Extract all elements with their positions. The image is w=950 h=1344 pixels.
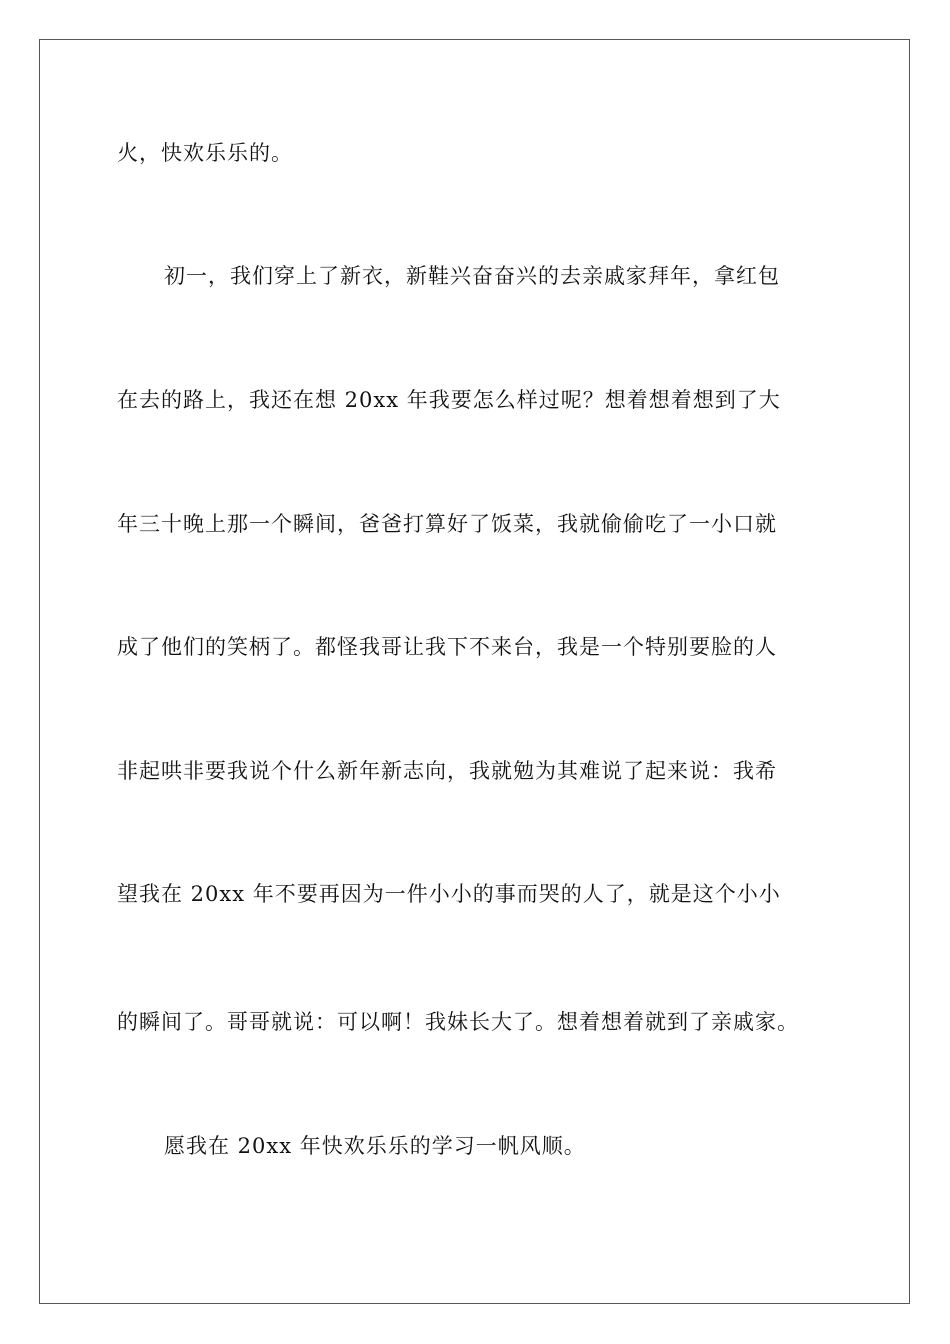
text-line-6: 非起哄非要我说个什么新年新志向，我就勉为其难说了起来说：我希 bbox=[117, 759, 777, 783]
text-line-8: 的瞬间了。哥哥就说：可以啊！我妹长大了。想着想着就到了亲戚家。 bbox=[117, 1010, 799, 1034]
paragraph-start-line-2: 初一，我们穿上了新衣，新鞋兴奋奋兴的去亲戚家拜年，拿红包 bbox=[164, 264, 780, 288]
text-line-7: 望我在 20xx 年不要再因为一件小小的事而哭的人了，就是这个小小 bbox=[117, 882, 781, 906]
text-line-5: 成了他们的笑柄了。都怪我哥让我下不来台，我是一个特别要脸的人 bbox=[117, 635, 777, 659]
text-line-4: 年三十晚上那一个瞬间，爸爸打算好了饭菜，我就偷偷吃了一小口就 bbox=[117, 512, 777, 536]
text-line-3: 在去的路上，我还在想 20xx 年我要怎么样过呢？想着想着想到了大 bbox=[117, 388, 781, 412]
paragraph-start-line-9: 愿我在 20xx 年快欢乐乐的学习一帆风顺。 bbox=[164, 1134, 586, 1158]
page-frame bbox=[39, 39, 910, 1304]
text-line-1: 火，快欢乐乐的。 bbox=[117, 141, 293, 165]
